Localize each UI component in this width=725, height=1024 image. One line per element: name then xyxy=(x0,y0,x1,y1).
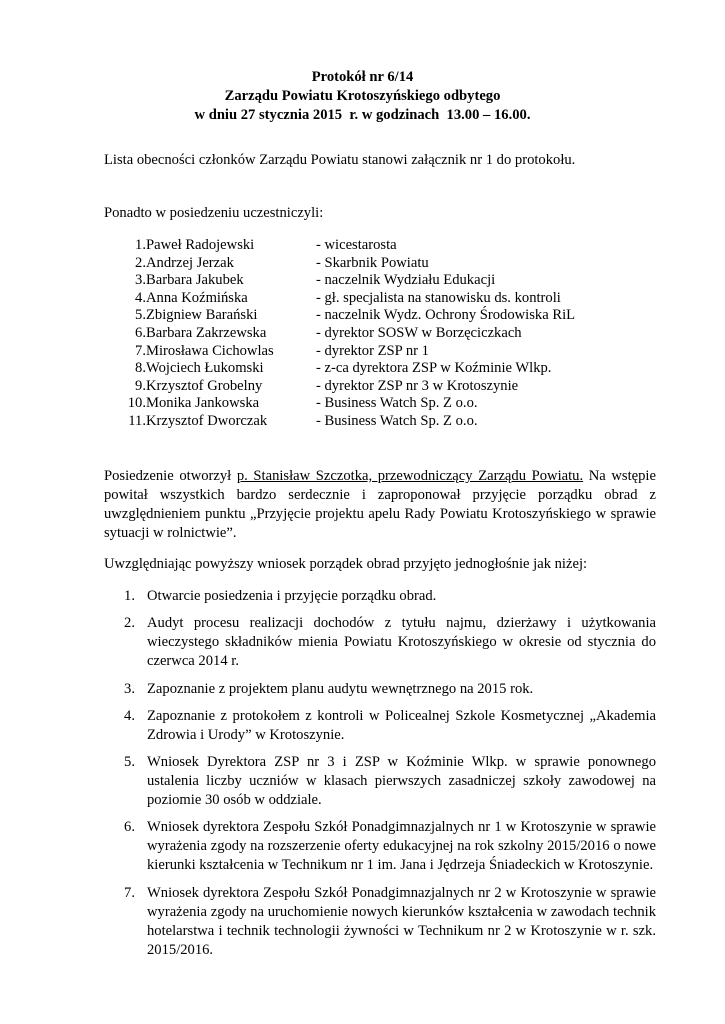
agenda-text: Otwarcie posiedzenia i przyjęcie porządku obrad. xyxy=(147,588,437,604)
agenda-item xyxy=(104,753,656,810)
agenda-text: Wniosek Dyrektora ZSP nr 3 i ZSP w Koźminie Wlkp. w sprawie ponownego ustalenia liczby uczniów w klasach pierwszych zasadniczej szkoły zawodowej na poziomie 30 osób w oddziale. xyxy=(147,754,656,809)
agenda-number: 1. xyxy=(124,588,135,604)
participant-number: 3. xyxy=(135,272,146,289)
participant-number: 7. xyxy=(135,342,146,359)
participant-role: - Skarbnik Powiatu xyxy=(316,254,429,271)
participant-name: Krzysztof Grobelny xyxy=(146,377,263,394)
agenda-number: 2. xyxy=(124,615,135,632)
agenda-item xyxy=(104,587,656,606)
participant-name: Paweł Radojewski xyxy=(146,237,255,253)
participant-name: Barbara Zakrzewska xyxy=(146,324,267,341)
participant-row xyxy=(104,378,664,396)
participant-row xyxy=(104,343,664,361)
agenda-number: 7. xyxy=(124,884,135,901)
agenda-text: Zapoznanie z projektem planu audytu wewnętrznego na 2015 rok. xyxy=(147,680,534,697)
participant-role: - Business Watch Sp. Z o.o. xyxy=(316,412,478,429)
agenda-item xyxy=(104,884,656,960)
participant-name: Andrzej Jerzak xyxy=(146,254,234,271)
agenda-text: Audyt procesu realizacji dochodów z tytułu najmu, dzierżawy i użytkowania wieczystego składników mienia Powiatu Krotoszyńskiego w okresie od stycznia do czerwca 2014 r. xyxy=(147,615,656,670)
participant-name: Wojciech Łukomski xyxy=(146,360,264,377)
agenda-list xyxy=(104,587,656,968)
participant-role: - naczelnik Wydz. Ochrony Środowiska RiL xyxy=(316,307,576,324)
agenda-item xyxy=(104,818,656,875)
participant-row xyxy=(104,255,664,273)
participant-row xyxy=(104,237,664,255)
participant-name: Barbara Jakubek xyxy=(146,272,244,289)
meeting-date: w dniu 27 stycznia 2015 r. w godzinach 13.00 – 16.00. xyxy=(194,107,531,123)
protocol-header xyxy=(0,68,725,125)
agenda-number: 5. xyxy=(124,754,135,771)
participant-number: 4. xyxy=(135,289,146,306)
agenda-item xyxy=(104,680,656,699)
participant-number: 9. xyxy=(135,377,146,394)
participant-name: Krzysztof Dworczak xyxy=(146,412,268,429)
participant-role: - wicestarosta xyxy=(316,237,397,253)
participants-intro: Ponadto w posiedzeniu uczestniczyli: xyxy=(104,205,324,221)
participant-role: - gł. specjalista na stanowisku ds. kontroli xyxy=(316,289,561,306)
attendance-note: Lista obecności członków Zarządu Powiatu stanowi załącznik nr 1 do protokołu. xyxy=(104,152,576,168)
participant-role: - dyrektor ZSP nr 1 xyxy=(316,342,429,359)
agenda-item xyxy=(104,614,656,671)
agenda-intro: Uwzględniając powyższy wniosek porządek obrad przyjęto jednogłośnie jak niżej: xyxy=(104,556,588,572)
opening-rest: Na wstępie powitał wszystkich bardzo serdecznie i zaproponował przyjęcie porządku obrad z uwzględnieniem punktu „Przyjęcie projektu apelu Rady Powiatu Krotoszyńskiego w sprawie sytuacji w rolnictwie”. xyxy=(104,468,656,541)
chairman-name: p. Stanisław Szczotka, przewodniczący Zarządu Powiatu. xyxy=(236,468,584,484)
participant-number: 2. xyxy=(135,254,146,271)
participant-number: 5. xyxy=(135,307,146,324)
participant-number: 10. xyxy=(127,395,146,412)
participant-row xyxy=(104,413,664,431)
participant-number: 8. xyxy=(135,360,146,377)
participant-row xyxy=(104,360,664,378)
participant-name: Monika Jankowska xyxy=(146,395,260,412)
participant-row xyxy=(104,395,664,413)
participant-role: - z-ca dyrektora ZSP w Koźminie Wlkp. xyxy=(316,360,552,377)
participant-name: Anna Koźmińska xyxy=(146,289,248,306)
agenda-text: Zapoznanie z protokołem z kontroli w Policealnej Szkole Kosmetycznej „Akademia Zdrowia i Urody” w Krotoszynie. xyxy=(147,707,656,743)
participants-list xyxy=(104,237,664,431)
participant-number: 11. xyxy=(128,412,146,429)
agenda-number: 4. xyxy=(124,707,135,724)
agenda-number: 3. xyxy=(124,680,135,697)
participant-row xyxy=(104,307,664,325)
protocol-number: Protokół nr 6/14 xyxy=(311,69,414,85)
participant-number: 6. xyxy=(135,324,146,341)
agenda-text: Wniosek dyrektora Zespołu Szkół Ponadgimnazjalnych nr 1 w Krotoszynie w sprawie wyrażenia zgody na rozszerzenie oferty edukacyjnej na rok szkolny 2015/2016 o nowe kierunki kształcenia w Technikum nr 1 im. Jana i Jędrzeja Śniadeckich w Krotoszynie. xyxy=(147,819,656,874)
board-name: Zarządu Powiatu Krotoszyńskiego odbytego xyxy=(224,88,501,104)
agenda-item xyxy=(104,707,656,745)
participant-role: - dyrektor SOSW w Borzęciczkach xyxy=(316,324,522,341)
participant-role: - dyrektor ZSP nr 3 w Krotoszynie xyxy=(316,377,519,394)
opening-prefix: Posiedzenie otworzył xyxy=(104,468,237,484)
participant-row xyxy=(104,325,664,343)
participant-number: 1. xyxy=(135,237,146,253)
participant-role: - Business Watch Sp. Z o.o. xyxy=(316,395,478,412)
opening-paragraph xyxy=(104,467,656,543)
participant-name: Zbigniew Barański xyxy=(146,307,258,324)
agenda-text: Wniosek dyrektora Zespołu Szkół Ponadgimnazjalnych nr 2 w Krotoszynie w sprawie wyrażenia zgody na uruchomienie nowych kierunków kształcenia w zawodach technik hotelarstwa i technik technologii żywności w Technikum nr 2 w Krotoszynie w r. szk. 2015/2016. xyxy=(147,884,656,958)
participant-name: Mirosława Cichowlas xyxy=(146,342,274,359)
participant-role: - naczelnik Wydziału Edukacji xyxy=(316,272,496,289)
participant-row xyxy=(104,272,664,290)
agenda-number: 6. xyxy=(124,819,135,836)
participant-row xyxy=(104,290,664,308)
